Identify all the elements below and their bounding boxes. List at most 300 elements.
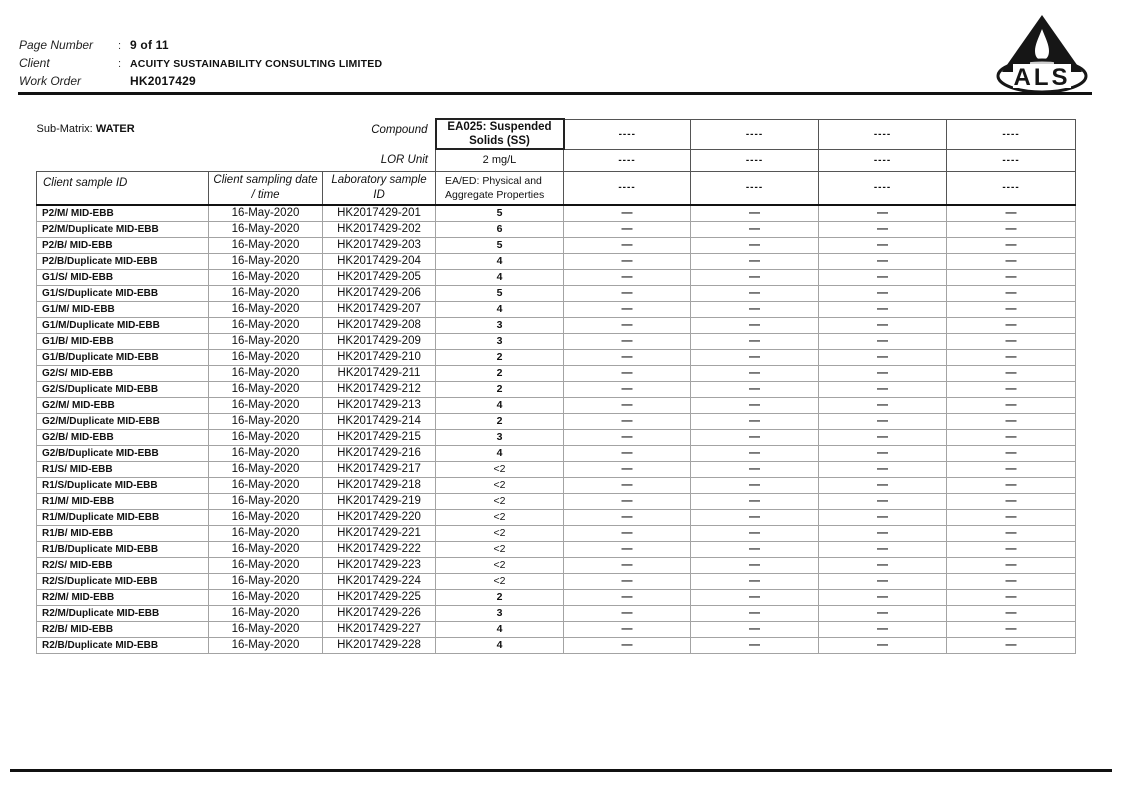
dash-cell: —: [947, 461, 1076, 477]
work-order-row: [19, 74, 382, 88]
dash-cell: —: [819, 253, 947, 269]
dash-cell: —: [564, 445, 691, 461]
result-cell: 4: [436, 637, 564, 653]
table-row: [37, 397, 1076, 413]
result-cell: 6: [436, 221, 564, 237]
dash-cell: —: [564, 333, 691, 349]
sample-id-cell: P2/M/ MID-EBB: [37, 205, 209, 221]
sample-id-cell: R1/M/ MID-EBB: [37, 493, 209, 509]
sample-id-cell: R1/S/ MID-EBB: [37, 461, 209, 477]
dash-cell: —: [691, 285, 819, 301]
als-logo-icon: [990, 12, 1094, 96]
dash-cell: —: [691, 557, 819, 573]
dash-cell: —: [564, 205, 691, 221]
sample-id-cell: G2/M/Duplicate MID-EBB: [37, 413, 209, 429]
dash-cell: —: [691, 493, 819, 509]
sample-id-cell: R2/S/Duplicate MID-EBB: [37, 573, 209, 589]
sampling-date-cell: 16-May-2020: [209, 413, 323, 429]
lor-unit-value: 2 mg/L: [436, 149, 564, 171]
sampling-date-cell: 16-May-2020: [209, 381, 323, 397]
table-row: [37, 237, 1076, 253]
page-number-value: 9 of 11: [130, 38, 169, 52]
lab-sample-id-cell: HK2017429-208: [323, 317, 436, 333]
col-header-sample-id: Client sample ID: [37, 171, 209, 205]
sample-id-cell: G1/S/ MID-EBB: [37, 269, 209, 285]
dash-cell: —: [564, 493, 691, 509]
lab-sample-id-cell: HK2017429-219: [323, 493, 436, 509]
dash-cell: —: [947, 429, 1076, 445]
dash-cell: —: [691, 333, 819, 349]
dash-cell: —: [947, 317, 1076, 333]
result-cell: 5: [436, 237, 564, 253]
lab-sample-id-cell: HK2017429-210: [323, 349, 436, 365]
col-header-lab-line1: Laboratory sample: [331, 173, 427, 186]
sample-id-cell: R2/B/ MID-EBB: [37, 621, 209, 637]
dash-cell: —: [947, 573, 1076, 589]
table-row: [37, 429, 1076, 445]
result-cell: <2: [436, 541, 564, 557]
dash-cell: —: [691, 541, 819, 557]
compound-label: Compound: [371, 124, 428, 136]
dash-cell: —: [564, 557, 691, 573]
sampling-date-cell: 16-May-2020: [209, 269, 323, 285]
dash-cell: —: [564, 317, 691, 333]
sample-id-cell: R1/M/Duplicate MID-EBB: [37, 509, 209, 525]
lab-sample-id-cell: HK2017429-218: [323, 477, 436, 493]
dash-cell: —: [691, 253, 819, 269]
lab-sample-id-cell: HK2017429-228: [323, 637, 436, 653]
placeholder-dash-cell: ----: [691, 149, 819, 171]
table-row: [37, 541, 1076, 557]
dash-cell: —: [819, 381, 947, 397]
lab-sample-id-cell: HK2017429-215: [323, 429, 436, 445]
sampling-date-cell: 16-May-2020: [209, 509, 323, 525]
dash-cell: —: [947, 525, 1076, 541]
result-cell: 2: [436, 589, 564, 605]
result-cell: 4: [436, 397, 564, 413]
compound-name-line2: Solids (SS): [469, 135, 530, 147]
dash-cell: —: [819, 397, 947, 413]
dash-cell: —: [947, 285, 1076, 301]
sub-matrix: [37, 119, 323, 149]
dash-cell: —: [819, 461, 947, 477]
dash-cell: —: [691, 413, 819, 429]
result-cell: 2: [436, 349, 564, 365]
dash-cell: —: [564, 381, 691, 397]
dash-cell: —: [564, 477, 691, 493]
dash-cell: —: [947, 205, 1076, 221]
dash-cell: —: [819, 333, 947, 349]
compound-name-cell: [436, 119, 564, 149]
result-cell: <2: [436, 509, 564, 525]
dash-cell: —: [819, 477, 947, 493]
table-row: [37, 509, 1076, 525]
dash-cell: —: [564, 621, 691, 637]
dash-cell: —: [691, 637, 819, 653]
dash-cell: —: [564, 573, 691, 589]
col-header-date-line1: Client sampling date: [213, 173, 318, 186]
dash-cell: —: [691, 589, 819, 605]
dash-cell: —: [691, 477, 819, 493]
sample-id-cell: G2/B/ MID-EBB: [37, 429, 209, 445]
method-line2: Aggregate Properties: [445, 188, 545, 201]
dash-cell: —: [564, 429, 691, 445]
sampling-date-cell: 16-May-2020: [209, 301, 323, 317]
dash-cell: —: [564, 589, 691, 605]
result-cell: 4: [436, 253, 564, 269]
sampling-date-cell: 16-May-2020: [209, 365, 323, 381]
sampling-date-cell: 16-May-2020: [209, 637, 323, 653]
table-row: [37, 461, 1076, 477]
dash-cell: —: [947, 589, 1076, 605]
page-number-label: Page Number: [19, 38, 94, 52]
result-cell: <2: [436, 573, 564, 589]
dash-cell: —: [564, 397, 691, 413]
dash-cell: —: [819, 525, 947, 541]
dash-cell: —: [819, 221, 947, 237]
footer-divider: [10, 769, 1112, 772]
method-cell: [436, 171, 564, 205]
result-cell: 3: [436, 317, 564, 333]
dash-cell: —: [947, 509, 1076, 525]
dash-cell: —: [819, 205, 947, 221]
lab-sample-id-cell: HK2017429-225: [323, 589, 436, 605]
dash-cell: —: [564, 605, 691, 621]
result-cell: <2: [436, 477, 564, 493]
col-header-sampling-date: [209, 171, 323, 205]
dash-cell: —: [564, 221, 691, 237]
dash-cell: —: [564, 237, 691, 253]
work-order-label: Work Order: [19, 74, 82, 88]
dash-cell: —: [947, 541, 1076, 557]
lab-sample-id-cell: HK2017429-209: [323, 333, 436, 349]
placeholder-dash-cell: ----: [947, 171, 1076, 205]
table-row: [37, 557, 1076, 573]
table-row: [37, 381, 1076, 397]
column-header-row: [37, 171, 1076, 205]
lor-unit-label: LOR Unit: [380, 153, 428, 166]
sampling-date-cell: 16-May-2020: [209, 557, 323, 573]
dash-cell: —: [947, 269, 1076, 285]
spacer-cell: [37, 149, 323, 171]
header-divider: [18, 92, 1092, 95]
dash-cell: —: [564, 285, 691, 301]
result-cell: 4: [436, 621, 564, 637]
result-cell: 4: [436, 445, 564, 461]
result-cell: 2: [436, 365, 564, 381]
sub-matrix-label: Sub-Matrix:: [36, 123, 93, 135]
sample-id-cell: P2/M/Duplicate MID-EBB: [37, 221, 209, 237]
sampling-date-cell: 16-May-2020: [209, 589, 323, 605]
page-number-row: [19, 38, 382, 52]
dash-cell: —: [819, 493, 947, 509]
table-row: [37, 269, 1076, 285]
dash-cell: —: [564, 525, 691, 541]
dash-cell: —: [691, 269, 819, 285]
dash-cell: —: [691, 349, 819, 365]
dash-cell: —: [947, 477, 1076, 493]
sample-id-cell: R1/B/Duplicate MID-EBB: [37, 541, 209, 557]
sample-id-cell: G2/S/Duplicate MID-EBB: [37, 381, 209, 397]
lab-sample-id-cell: HK2017429-212: [323, 381, 436, 397]
lab-sample-id-cell: HK2017429-220: [323, 509, 436, 525]
sub-matrix-value: WATER: [95, 123, 135, 135]
sample-id-cell: P2/B/Duplicate MID-EBB: [37, 253, 209, 269]
dash-cell: —: [564, 365, 691, 381]
lab-sample-id-cell: HK2017429-222: [323, 541, 436, 557]
sample-id-cell: R1/B/ MID-EBB: [37, 525, 209, 541]
result-cell: 4: [436, 301, 564, 317]
result-cell: 2: [436, 381, 564, 397]
table-row: [37, 333, 1076, 349]
placeholder-dash-cell: ----: [947, 119, 1076, 149]
table-row: [37, 637, 1076, 653]
placeholder-dash-cell: ----: [947, 149, 1076, 171]
lab-sample-id-cell: HK2017429-214: [323, 413, 436, 429]
lab-sample-id-cell: HK2017429-216: [323, 445, 436, 461]
placeholder-dash-cell: ----: [691, 119, 819, 149]
sampling-date-cell: 16-May-2020: [209, 285, 323, 301]
dash-cell: —: [564, 349, 691, 365]
table-row: [37, 413, 1076, 429]
table-row: [37, 589, 1076, 605]
dash-cell: —: [691, 205, 819, 221]
sample-id-cell: G2/S/ MID-EBB: [37, 365, 209, 381]
sample-id-cell: G2/B/Duplicate MID-EBB: [37, 445, 209, 461]
table-row: [37, 493, 1076, 509]
dash-cell: —: [691, 573, 819, 589]
dash-cell: —: [819, 285, 947, 301]
result-cell: 5: [436, 285, 564, 301]
lab-sample-id-cell: HK2017429-221: [323, 525, 436, 541]
sample-id-cell: G1/B/ MID-EBB: [37, 333, 209, 349]
sample-id-cell: G1/M/ MID-EBB: [37, 301, 209, 317]
lab-sample-id-cell: HK2017429-213: [323, 397, 436, 413]
dash-cell: —: [947, 397, 1076, 413]
sampling-date-cell: 16-May-2020: [209, 445, 323, 461]
placeholder-dash-cell: ----: [819, 171, 947, 205]
client-row: [19, 56, 382, 70]
dash-cell: —: [947, 253, 1076, 269]
result-cell: <2: [436, 461, 564, 477]
table-row: [37, 573, 1076, 589]
sampling-date-cell: 16-May-2020: [209, 573, 323, 589]
placeholder-dash-cell: ----: [691, 171, 819, 205]
sampling-date-cell: 16-May-2020: [209, 525, 323, 541]
dash-cell: —: [691, 509, 819, 525]
sample-id-cell: R2/B/Duplicate MID-EBB: [37, 637, 209, 653]
logo-text: ALS: [1013, 64, 1071, 91]
dash-cell: —: [564, 301, 691, 317]
result-cell: <2: [436, 557, 564, 573]
dash-cell: —: [819, 621, 947, 637]
lab-sample-id-cell: HK2017429-202: [323, 221, 436, 237]
dash-cell: —: [691, 605, 819, 621]
result-cell: 2: [436, 413, 564, 429]
placeholder-dash-cell: ----: [564, 171, 691, 205]
sample-id-cell: R2/S/ MID-EBB: [37, 557, 209, 573]
table-row: [37, 445, 1076, 461]
dash-cell: —: [819, 637, 947, 653]
dash-cell: —: [819, 589, 947, 605]
dash-cell: —: [564, 541, 691, 557]
dash-cell: —: [564, 253, 691, 269]
lab-sample-id-cell: HK2017429-204: [323, 253, 436, 269]
lab-sample-id-cell: HK2017429-201: [323, 205, 436, 221]
sampling-date-cell: 16-May-2020: [209, 541, 323, 557]
dash-cell: —: [947, 301, 1076, 317]
lab-sample-id-cell: HK2017429-211: [323, 365, 436, 381]
table-row: [37, 285, 1076, 301]
dash-cell: —: [819, 269, 947, 285]
sampling-date-cell: 16-May-2020: [209, 605, 323, 621]
dash-cell: —: [564, 509, 691, 525]
table-row: [37, 365, 1076, 381]
results-tbody: [37, 205, 1076, 653]
dash-cell: —: [947, 365, 1076, 381]
dash-cell: —: [819, 349, 947, 365]
results-table: [36, 118, 1076, 654]
dash-cell: —: [691, 621, 819, 637]
table-row: [37, 253, 1076, 269]
dash-cell: —: [564, 413, 691, 429]
dash-cell: —: [947, 637, 1076, 653]
dash-cell: —: [819, 509, 947, 525]
result-cell: 3: [436, 333, 564, 349]
sampling-date-cell: 16-May-2020: [209, 493, 323, 509]
dash-cell: —: [564, 461, 691, 477]
dash-cell: —: [947, 349, 1076, 365]
sample-id-cell: R2/M/ MID-EBB: [37, 589, 209, 605]
sample-id-cell: G1/S/Duplicate MID-EBB: [37, 285, 209, 301]
dash-cell: —: [947, 381, 1076, 397]
dash-cell: —: [564, 637, 691, 653]
sample-id-cell: G1/B/Duplicate MID-EBB: [37, 349, 209, 365]
dash-cell: —: [947, 237, 1076, 253]
dash-cell: —: [947, 621, 1076, 637]
result-cell: 5: [436, 205, 564, 221]
dash-cell: —: [691, 397, 819, 413]
dash-cell: —: [819, 413, 947, 429]
table-row: [37, 301, 1076, 317]
result-cell: 3: [436, 429, 564, 445]
table-row: [37, 205, 1076, 221]
dash-cell: —: [691, 221, 819, 237]
sampling-date-cell: 16-May-2020: [209, 397, 323, 413]
dash-cell: —: [947, 605, 1076, 621]
lab-sample-id-cell: HK2017429-207: [323, 301, 436, 317]
dash-cell: —: [691, 429, 819, 445]
compound-name-line1: EA025: Suspended: [447, 121, 552, 133]
table-row: [37, 349, 1076, 365]
sampling-date-cell: 16-May-2020: [209, 477, 323, 493]
dash-cell: —: [819, 365, 947, 381]
sampling-date-cell: 16-May-2020: [209, 349, 323, 365]
placeholder-dash-cell: ----: [819, 119, 947, 149]
sample-id-cell: R2/M/Duplicate MID-EBB: [37, 605, 209, 621]
placeholder-dash-cell: ----: [564, 119, 691, 149]
lab-sample-id-cell: HK2017429-227: [323, 621, 436, 637]
sample-id-cell: G1/M/Duplicate MID-EBB: [37, 317, 209, 333]
table-row: [37, 525, 1076, 541]
lab-sample-id-cell: HK2017429-203: [323, 237, 436, 253]
result-cell: 4: [436, 269, 564, 285]
dash-cell: —: [947, 493, 1076, 509]
sampling-date-cell: 16-May-2020: [209, 621, 323, 637]
lab-sample-id-cell: HK2017429-226: [323, 605, 436, 621]
table-row: [37, 221, 1076, 237]
result-cell: <2: [436, 493, 564, 509]
client-value: ACUITY SUSTAINABILITY CONSULTING LIMITED: [130, 58, 383, 70]
dash-cell: —: [819, 541, 947, 557]
dash-cell: —: [691, 365, 819, 381]
sampling-date-cell: 16-May-2020: [209, 253, 323, 269]
dash-cell: —: [947, 445, 1076, 461]
sampling-date-cell: 16-May-2020: [209, 333, 323, 349]
sampling-date-cell: 16-May-2020: [209, 317, 323, 333]
dash-cell: —: [691, 381, 819, 397]
sample-id-cell: G2/M/ MID-EBB: [37, 397, 209, 413]
placeholder-dash-cell: ----: [819, 149, 947, 171]
compound-header-row: [37, 119, 1076, 149]
dash-cell: —: [819, 573, 947, 589]
lab-sample-id-cell: HK2017429-205: [323, 269, 436, 285]
dash-cell: —: [691, 301, 819, 317]
sampling-date-cell: 16-May-2020: [209, 237, 323, 253]
dash-cell: —: [819, 237, 947, 253]
dash-cell: —: [691, 445, 819, 461]
work-order-value: HK2017429: [130, 74, 196, 88]
table-row: [37, 621, 1076, 637]
dash-cell: —: [819, 317, 947, 333]
placeholder-dash-cell: ----: [564, 149, 691, 171]
dash-cell: —: [947, 413, 1076, 429]
dash-cell: —: [819, 557, 947, 573]
dash-cell: —: [819, 445, 947, 461]
dash-cell: —: [947, 557, 1076, 573]
sampling-date-cell: 16-May-2020: [209, 221, 323, 237]
result-cell: 3: [436, 605, 564, 621]
table-row: [37, 477, 1076, 493]
dash-cell: —: [819, 429, 947, 445]
dash-cell: —: [819, 605, 947, 621]
result-cell: <2: [436, 525, 564, 541]
dash-cell: —: [691, 525, 819, 541]
dash-cell: —: [947, 333, 1076, 349]
table-row: [37, 317, 1076, 333]
lor-unit-row: [37, 149, 1076, 171]
col-header-lab-line2: ID: [373, 188, 385, 201]
page-header: [19, 38, 382, 92]
dash-cell: —: [564, 269, 691, 285]
sample-id-cell: R1/S/Duplicate MID-EBB: [37, 477, 209, 493]
table-row: [37, 605, 1076, 621]
colon: :: [118, 58, 122, 70]
lab-sample-id-cell: HK2017429-224: [323, 573, 436, 589]
dash-cell: —: [819, 301, 947, 317]
sample-id-cell: P2/B/ MID-EBB: [37, 237, 209, 253]
dash-cell: —: [691, 237, 819, 253]
sampling-date-cell: 16-May-2020: [209, 461, 323, 477]
dash-cell: —: [691, 461, 819, 477]
lab-sample-id-cell: HK2017429-206: [323, 285, 436, 301]
colon: :: [118, 40, 122, 52]
method-line1: EA/ED: Physical and: [445, 174, 542, 187]
dash-cell: —: [947, 221, 1076, 237]
lab-sample-id-cell: HK2017429-217: [323, 461, 436, 477]
lab-sample-id-cell: HK2017429-223: [323, 557, 436, 573]
client-label: Client: [19, 56, 50, 70]
